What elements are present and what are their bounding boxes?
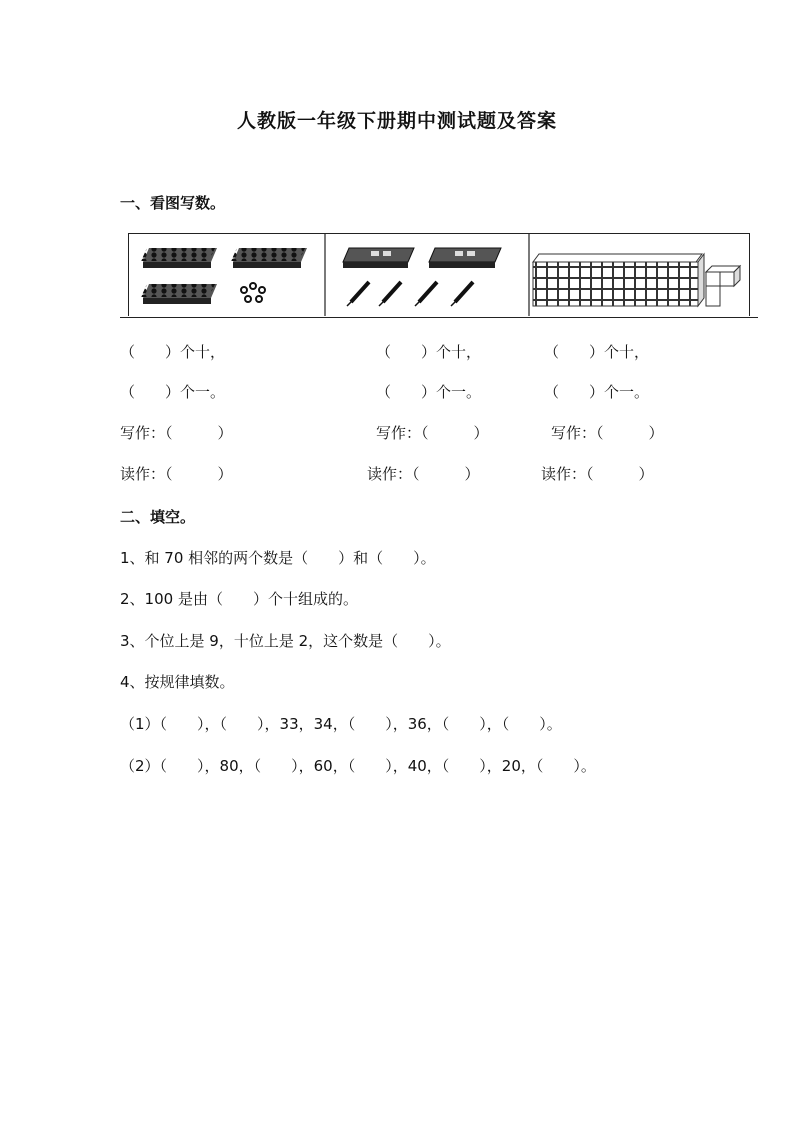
counting-pictures [128, 233, 750, 316]
tens-blank-2[interactable]: （ ）个十， [376, 343, 482, 361]
section-2-heading: 二、填空。 [120, 508, 196, 526]
loose-dots-icon [241, 283, 265, 302]
stick-icon [451, 282, 473, 306]
counting-pictures-drawing [129, 234, 749, 316]
page-title: 人教版一年级下册期中测试题及答案 [236, 110, 557, 132]
stick-icon [379, 282, 401, 306]
ones-blank-3[interactable]: （ ）个一。 [544, 383, 650, 401]
read-blank-2[interactable]: 读作：（ ） [367, 465, 480, 483]
ten-board-icon [429, 248, 501, 268]
single-cubes-icon [706, 266, 740, 306]
ones-blank-1[interactable]: （ ）个一。 [120, 383, 226, 401]
ten-board-icon [343, 248, 414, 268]
cube-rows-icon [533, 254, 704, 306]
question-4-sequence-1[interactable]: （1）（ ），（ ），33，34，（ ），36，（ ），（ ）。 [120, 715, 562, 733]
read-blank-1[interactable]: 读作：（ ） [120, 465, 233, 483]
question-3[interactable]: 3、个位上是 9，十位上是 2，这个数是（ ）。 [120, 632, 451, 650]
question-2[interactable]: 2、100 是由（ ）个十组成的。 [120, 590, 358, 608]
section-1-heading: 一、看图写数。 [120, 194, 226, 212]
read-blank-3[interactable]: 读作：（ ） [541, 465, 654, 483]
picture-baseline [120, 317, 758, 318]
ten-dot-tray-icon [231, 248, 307, 268]
question-4-sequence-2[interactable]: （2）（ ），80，（ ），60，（ ），40，（ ），20，（ ）。 [120, 757, 596, 775]
write-blank-1[interactable]: 写作：（ ） [120, 424, 233, 442]
write-blank-3[interactable]: 写作：（ ） [551, 424, 664, 442]
ones-blank-2[interactable]: （ ）个一。 [376, 383, 482, 401]
stick-icon [347, 282, 369, 306]
ten-dot-tray-icon [141, 284, 217, 304]
write-blank-2[interactable]: 写作：（ ） [376, 424, 489, 442]
question-4: 4、按规律填数。 [120, 673, 235, 691]
stick-icon [415, 282, 437, 306]
tens-blank-3[interactable]: （ ）个十， [544, 343, 650, 361]
tens-blank-1[interactable]: （ ）个十， [120, 343, 226, 361]
question-1[interactable]: 1、和 70 相邻的两个数是（ ）和（ ）。 [120, 549, 436, 567]
ten-dot-tray-icon [141, 248, 217, 268]
